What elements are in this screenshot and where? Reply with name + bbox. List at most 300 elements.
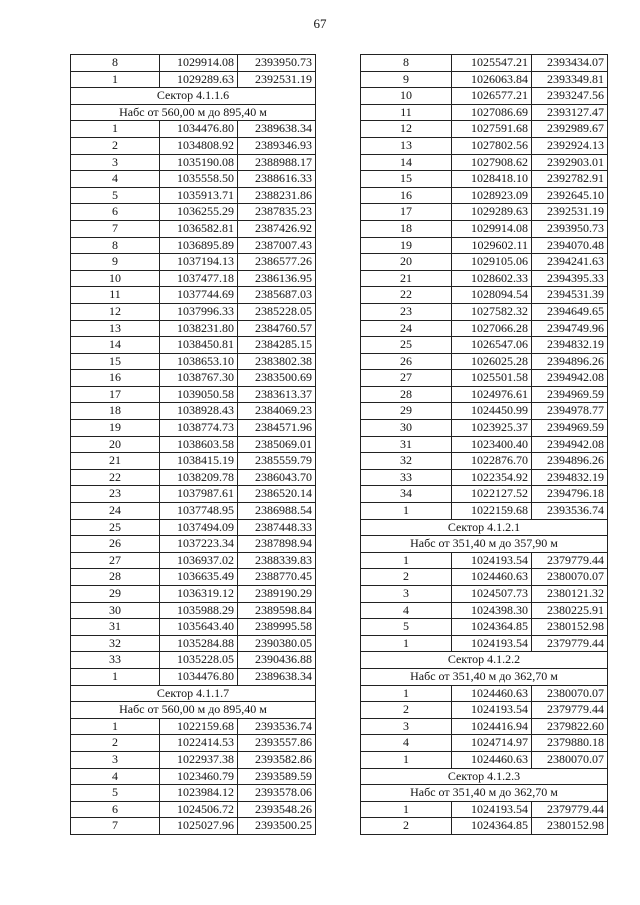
- y-coordinate-cell: 2380070.07: [532, 751, 608, 768]
- y-coordinate-cell: 2379779.44: [532, 635, 608, 652]
- y-coordinate-cell: 2387426.92: [238, 220, 316, 237]
- y-coordinate-cell: 2385559.79: [238, 453, 316, 470]
- x-coordinate-cell: 1022159.68: [160, 718, 238, 735]
- point-number-cell: 5: [71, 785, 160, 802]
- x-coordinate-cell: 1022127.52: [452, 486, 532, 503]
- table-row: [71, 602, 316, 619]
- point-number-cell: 1: [361, 552, 452, 569]
- table-row: [361, 237, 608, 254]
- table-row: [71, 735, 316, 752]
- x-coordinate-cell: 1038767.30: [160, 370, 238, 387]
- x-coordinate-cell: 1024364.85: [452, 619, 532, 636]
- x-coordinate-cell: 1023925.37: [452, 420, 532, 437]
- y-coordinate-cell: 2383500.69: [238, 370, 316, 387]
- y-coordinate-cell: 2392782.91: [532, 171, 608, 188]
- table-row: [71, 370, 316, 387]
- y-coordinate-cell: 2389638.34: [238, 668, 316, 685]
- table-row: [361, 685, 608, 702]
- x-coordinate-cell: 1035284.88: [160, 635, 238, 652]
- x-coordinate-cell: 1037744.69: [160, 287, 238, 304]
- x-coordinate-cell: 1038603.58: [160, 436, 238, 453]
- table-row: [71, 353, 316, 370]
- table-row: [361, 635, 608, 652]
- y-coordinate-cell: 2392645.10: [532, 187, 608, 204]
- point-number-cell: 28: [361, 386, 452, 403]
- table-row: [71, 403, 316, 420]
- x-coordinate-cell: 1027086.69: [452, 104, 532, 121]
- table-row: [361, 469, 608, 486]
- table-row: [361, 386, 608, 403]
- x-coordinate-cell: 1024976.61: [452, 386, 532, 403]
- point-number-cell: 12: [361, 121, 452, 138]
- x-coordinate-cell: 1027591.68: [452, 121, 532, 138]
- point-number-cell: 5: [71, 187, 160, 204]
- sector-height-range: Набс от 560,00 м до 895,40 м: [71, 104, 316, 121]
- x-coordinate-cell: 1026063.84: [452, 71, 532, 88]
- x-coordinate-cell: 1023400.40: [452, 436, 532, 453]
- table-row: [71, 386, 316, 403]
- point-number-cell: 2: [361, 818, 452, 835]
- y-coordinate-cell: 2393536.74: [532, 503, 608, 520]
- table-row: [361, 702, 608, 719]
- x-coordinate-cell: 1026547.06: [452, 337, 532, 354]
- x-coordinate-cell: 1038928.43: [160, 403, 238, 420]
- y-coordinate-cell: 2384571.96: [238, 420, 316, 437]
- x-coordinate-cell: 1038209.78: [160, 469, 238, 486]
- y-coordinate-cell: 2394942.08: [532, 436, 608, 453]
- point-number-cell: 25: [71, 519, 160, 536]
- y-coordinate-cell: 2394832.19: [532, 337, 608, 354]
- point-number-cell: 4: [361, 602, 452, 619]
- y-coordinate-cell: 2380070.07: [532, 685, 608, 702]
- y-coordinate-cell: 2393349.81: [532, 71, 608, 88]
- y-coordinate-cell: 2388231.86: [238, 187, 316, 204]
- table-row: [71, 121, 316, 138]
- table-row: [361, 552, 608, 569]
- y-coordinate-cell: 2387898.94: [238, 536, 316, 553]
- table-row: [361, 254, 608, 271]
- point-number-cell: 6: [71, 204, 160, 221]
- x-coordinate-cell: 1026577.21: [452, 88, 532, 105]
- x-coordinate-cell: 1036635.49: [160, 569, 238, 586]
- y-coordinate-cell: 2379779.44: [532, 702, 608, 719]
- y-coordinate-cell: 2388339.83: [238, 552, 316, 569]
- x-coordinate-cell: 1036895.89: [160, 237, 238, 254]
- table-row: [71, 818, 316, 835]
- point-number-cell: 3: [361, 586, 452, 603]
- point-number-cell: 1: [71, 718, 160, 735]
- table-row: [361, 121, 608, 138]
- table-row: [361, 602, 608, 619]
- sector-header-row: [361, 768, 608, 785]
- point-number-cell: 3: [361, 718, 452, 735]
- y-coordinate-cell: 2379880.18: [532, 735, 608, 752]
- y-coordinate-cell: 2393582.86: [238, 751, 316, 768]
- table-row: [71, 337, 316, 354]
- point-number-cell: 10: [361, 88, 452, 105]
- y-coordinate-cell: 2392531.19: [238, 71, 316, 88]
- y-coordinate-cell: 2394796.18: [532, 486, 608, 503]
- x-coordinate-cell: 1038415.19: [160, 453, 238, 470]
- y-coordinate-cell: 2392924.13: [532, 137, 608, 154]
- point-number-cell: 32: [361, 453, 452, 470]
- table-row: [361, 370, 608, 387]
- x-coordinate-cell: 1024460.63: [452, 569, 532, 586]
- x-coordinate-cell: 1027908.62: [452, 154, 532, 171]
- x-coordinate-cell: 1025547.21: [452, 55, 532, 72]
- point-number-cell: 31: [71, 619, 160, 636]
- point-number-cell: 33: [71, 652, 160, 669]
- point-number-cell: 2: [361, 569, 452, 586]
- point-number-cell: 33: [361, 469, 452, 486]
- y-coordinate-cell: 2384285.15: [238, 337, 316, 354]
- point-number-cell: 4: [71, 171, 160, 188]
- table-row: [71, 187, 316, 204]
- page-number: 67: [313, 16, 327, 31]
- table-row: [361, 171, 608, 188]
- y-coordinate-cell: 2394896.26: [532, 353, 608, 370]
- y-coordinate-cell: 2386043.70: [238, 469, 316, 486]
- table-row: [71, 552, 316, 569]
- point-number-cell: 9: [71, 254, 160, 271]
- point-number-cell: 26: [361, 353, 452, 370]
- y-coordinate-cell: 2394395.33: [532, 270, 608, 287]
- x-coordinate-cell: 1037223.34: [160, 536, 238, 553]
- y-coordinate-cell: 2385687.03: [238, 287, 316, 304]
- sector-header-row: [71, 104, 316, 121]
- x-coordinate-cell: 1038774.73: [160, 420, 238, 437]
- x-coordinate-cell: 1024193.54: [452, 635, 532, 652]
- y-coordinate-cell: 2393589.59: [238, 768, 316, 785]
- y-coordinate-cell: 2394942.08: [532, 370, 608, 387]
- point-number-cell: 15: [361, 171, 452, 188]
- table-body-right: [361, 55, 608, 835]
- point-number-cell: 16: [71, 370, 160, 387]
- table-row: [361, 503, 608, 520]
- table-row: [361, 287, 608, 304]
- x-coordinate-cell: 1037987.61: [160, 486, 238, 503]
- x-coordinate-cell: 1029914.08: [160, 55, 238, 72]
- point-number-cell: 18: [361, 220, 452, 237]
- point-number-cell: 8: [71, 55, 160, 72]
- sector-title: Сектор 4.1.1.6: [71, 88, 316, 105]
- sector-title: Сектор 4.1.2.2: [361, 652, 608, 669]
- sector-header-row: [71, 702, 316, 719]
- point-number-cell: 19: [71, 420, 160, 437]
- y-coordinate-cell: 2388770.45: [238, 569, 316, 586]
- y-coordinate-cell: 2394896.26: [532, 453, 608, 470]
- x-coordinate-cell: 1022876.70: [452, 453, 532, 470]
- sector-header-row: [361, 668, 608, 685]
- x-coordinate-cell: 1022159.68: [452, 503, 532, 520]
- sector-header-row: [361, 785, 608, 802]
- x-coordinate-cell: 1022354.92: [452, 469, 532, 486]
- point-number-cell: 31: [361, 436, 452, 453]
- x-coordinate-cell: 1029105.06: [452, 254, 532, 271]
- point-number-cell: 15: [71, 353, 160, 370]
- point-number-cell: 9: [361, 71, 452, 88]
- table-row: [361, 420, 608, 437]
- x-coordinate-cell: 1037477.18: [160, 270, 238, 287]
- sector-header-row: [361, 536, 608, 553]
- table-row: [71, 668, 316, 685]
- x-coordinate-cell: 1035913.71: [160, 187, 238, 204]
- y-coordinate-cell: 2392989.67: [532, 121, 608, 138]
- y-coordinate-cell: 2393500.25: [238, 818, 316, 835]
- table-row: [71, 503, 316, 520]
- point-number-cell: 10: [71, 270, 160, 287]
- y-coordinate-cell: 2386988.54: [238, 503, 316, 520]
- x-coordinate-cell: 1036319.12: [160, 586, 238, 603]
- x-coordinate-cell: 1035228.05: [160, 652, 238, 669]
- point-number-cell: 24: [71, 503, 160, 520]
- y-coordinate-cell: 2388988.17: [238, 154, 316, 171]
- y-coordinate-cell: 2380070.07: [532, 569, 608, 586]
- point-number-cell: 27: [361, 370, 452, 387]
- x-coordinate-cell: 1028094.54: [452, 287, 532, 304]
- point-number-cell: 30: [71, 602, 160, 619]
- point-number-cell: 29: [71, 586, 160, 603]
- y-coordinate-cell: 2384069.23: [238, 403, 316, 420]
- table-row: [361, 104, 608, 121]
- y-coordinate-cell: 2387448.33: [238, 519, 316, 536]
- point-number-cell: 3: [71, 751, 160, 768]
- x-coordinate-cell: 1026025.28: [452, 353, 532, 370]
- sector-title: Сектор 4.1.1.7: [71, 685, 316, 702]
- point-number-cell: 23: [71, 486, 160, 503]
- y-coordinate-cell: 2386520.14: [238, 486, 316, 503]
- x-coordinate-cell: 1038231.80: [160, 320, 238, 337]
- y-coordinate-cell: 2388616.33: [238, 171, 316, 188]
- y-coordinate-cell: 2394531.39: [532, 287, 608, 304]
- y-coordinate-cell: 2393578.06: [238, 785, 316, 802]
- x-coordinate-cell: 1024714.97: [452, 735, 532, 752]
- x-coordinate-cell: 1037748.95: [160, 503, 238, 520]
- y-coordinate-cell: 2385228.05: [238, 303, 316, 320]
- x-coordinate-cell: 1022937.38: [160, 751, 238, 768]
- x-coordinate-cell: 1029289.63: [160, 71, 238, 88]
- table-row: [71, 137, 316, 154]
- table-row: [361, 270, 608, 287]
- x-coordinate-cell: 1034476.80: [160, 121, 238, 138]
- point-number-cell: 1: [361, 801, 452, 818]
- table-row: [71, 171, 316, 188]
- point-number-cell: 1: [361, 751, 452, 768]
- point-number-cell: 14: [361, 154, 452, 171]
- y-coordinate-cell: 2380121.32: [532, 586, 608, 603]
- x-coordinate-cell: 1029602.11: [452, 237, 532, 254]
- table-row: [71, 220, 316, 237]
- point-number-cell: 4: [361, 735, 452, 752]
- point-number-cell: 28: [71, 569, 160, 586]
- table-row: [71, 204, 316, 221]
- table-row: [361, 818, 608, 835]
- x-coordinate-cell: 1038450.81: [160, 337, 238, 354]
- table-row: [71, 237, 316, 254]
- y-coordinate-cell: 2390436.88: [238, 652, 316, 669]
- x-coordinate-cell: 1024364.85: [452, 818, 532, 835]
- y-coordinate-cell: 2380152.98: [532, 818, 608, 835]
- table-row: [361, 619, 608, 636]
- table-row: [71, 519, 316, 536]
- table-row: [361, 337, 608, 354]
- table-row: [361, 204, 608, 221]
- x-coordinate-cell: 1034808.92: [160, 137, 238, 154]
- point-number-cell: 7: [71, 818, 160, 835]
- table-row: [361, 353, 608, 370]
- x-coordinate-cell: 1027802.56: [452, 137, 532, 154]
- x-coordinate-cell: 1035643.40: [160, 619, 238, 636]
- y-coordinate-cell: 2394969.59: [532, 386, 608, 403]
- x-coordinate-cell: 1037494.09: [160, 519, 238, 536]
- point-number-cell: 22: [71, 469, 160, 486]
- x-coordinate-cell: 1023984.12: [160, 785, 238, 802]
- y-coordinate-cell: 2394749.96: [532, 320, 608, 337]
- table-row: [361, 453, 608, 470]
- y-coordinate-cell: 2386136.95: [238, 270, 316, 287]
- point-number-cell: 1: [361, 635, 452, 652]
- y-coordinate-cell: 2379779.44: [532, 801, 608, 818]
- y-coordinate-cell: 2392531.19: [532, 204, 608, 221]
- point-number-cell: 7: [71, 220, 160, 237]
- x-coordinate-cell: 1027066.28: [452, 320, 532, 337]
- point-number-cell: 21: [71, 453, 160, 470]
- table-row: [361, 154, 608, 171]
- table-row: [71, 635, 316, 652]
- table-row: [71, 569, 316, 586]
- table-row: [71, 619, 316, 636]
- point-number-cell: 13: [71, 320, 160, 337]
- x-coordinate-cell: 1028923.09: [452, 187, 532, 204]
- table-row: [361, 569, 608, 586]
- table-row: [71, 801, 316, 818]
- point-number-cell: 1: [361, 685, 452, 702]
- point-number-cell: 2: [361, 702, 452, 719]
- y-coordinate-cell: 2392903.01: [532, 154, 608, 171]
- table-row: [361, 801, 608, 818]
- point-number-cell: 12: [71, 303, 160, 320]
- table-row: [361, 403, 608, 420]
- table-row: [361, 436, 608, 453]
- x-coordinate-cell: 1036582.81: [160, 220, 238, 237]
- y-coordinate-cell: 2379822.60: [532, 718, 608, 735]
- y-coordinate-cell: 2393950.73: [238, 55, 316, 72]
- y-coordinate-cell: 2380225.91: [532, 602, 608, 619]
- point-number-cell: 2: [71, 137, 160, 154]
- sector-title: Сектор 4.1.2.3: [361, 768, 608, 785]
- x-coordinate-cell: 1034476.80: [160, 668, 238, 685]
- table-row: [361, 586, 608, 603]
- table-row: [71, 453, 316, 470]
- point-number-cell: 18: [71, 403, 160, 420]
- sector-header-row: [71, 685, 316, 702]
- point-number-cell: 21: [361, 270, 452, 287]
- y-coordinate-cell: 2393548.26: [238, 801, 316, 818]
- table-row: [71, 320, 316, 337]
- x-coordinate-cell: 1024398.30: [452, 602, 532, 619]
- y-coordinate-cell: 2389346.93: [238, 137, 316, 154]
- coordinates-table-right: [360, 54, 608, 835]
- table-row: [71, 536, 316, 553]
- x-coordinate-cell: 1024460.63: [452, 751, 532, 768]
- x-coordinate-cell: 1024416.94: [452, 718, 532, 735]
- x-coordinate-cell: 1028418.10: [452, 171, 532, 188]
- x-coordinate-cell: 1035988.29: [160, 602, 238, 619]
- table-row: [71, 751, 316, 768]
- point-number-cell: 2: [71, 735, 160, 752]
- y-coordinate-cell: 2379779.44: [532, 552, 608, 569]
- table-row: [361, 735, 608, 752]
- table-row: [71, 270, 316, 287]
- x-coordinate-cell: 1038653.10: [160, 353, 238, 370]
- y-coordinate-cell: 2386577.26: [238, 254, 316, 271]
- y-coordinate-cell: 2394241.63: [532, 254, 608, 271]
- table-row: [361, 220, 608, 237]
- table-row: [361, 71, 608, 88]
- x-coordinate-cell: 1029289.63: [452, 204, 532, 221]
- y-coordinate-cell: 2393247.56: [532, 88, 608, 105]
- table-row: [361, 718, 608, 735]
- coordinates-table-left: [70, 54, 316, 835]
- sector-height-range: Набс от 351,40 м до 362,70 м: [361, 785, 608, 802]
- point-number-cell: 17: [361, 204, 452, 221]
- y-coordinate-cell: 2383613.37: [238, 386, 316, 403]
- table-row: [71, 287, 316, 304]
- point-number-cell: 1: [71, 71, 160, 88]
- y-coordinate-cell: 2393950.73: [532, 220, 608, 237]
- x-coordinate-cell: 1028602.33: [452, 270, 532, 287]
- point-number-cell: 25: [361, 337, 452, 354]
- x-coordinate-cell: 1025501.58: [452, 370, 532, 387]
- y-coordinate-cell: 2393536.74: [238, 718, 316, 735]
- sector-header-row: [361, 519, 608, 536]
- y-coordinate-cell: 2394832.19: [532, 469, 608, 486]
- table-row: [71, 303, 316, 320]
- point-number-cell: 11: [361, 104, 452, 121]
- y-coordinate-cell: 2389190.29: [238, 586, 316, 603]
- y-coordinate-cell: 2390380.05: [238, 635, 316, 652]
- point-number-cell: 32: [71, 635, 160, 652]
- table-row: [71, 785, 316, 802]
- y-coordinate-cell: 2394969.59: [532, 420, 608, 437]
- point-number-cell: 20: [71, 436, 160, 453]
- table-row: [71, 71, 316, 88]
- y-coordinate-cell: 2389638.34: [238, 121, 316, 138]
- point-number-cell: 23: [361, 303, 452, 320]
- table-row: [71, 254, 316, 271]
- x-coordinate-cell: 1024193.54: [452, 552, 532, 569]
- y-coordinate-cell: 2393127.47: [532, 104, 608, 121]
- x-coordinate-cell: 1022414.53: [160, 735, 238, 752]
- table-row: [361, 751, 608, 768]
- y-coordinate-cell: 2394070.48: [532, 237, 608, 254]
- y-coordinate-cell: 2384760.57: [238, 320, 316, 337]
- point-number-cell: 5: [361, 619, 452, 636]
- point-number-cell: 11: [71, 287, 160, 304]
- point-number-cell: 13: [361, 137, 452, 154]
- point-number-cell: 16: [361, 187, 452, 204]
- point-number-cell: 6: [71, 801, 160, 818]
- table-row: [361, 187, 608, 204]
- sector-title: Сектор 4.1.2.1: [361, 519, 608, 536]
- table-row: [361, 137, 608, 154]
- table-row: [71, 436, 316, 453]
- y-coordinate-cell: 2394978.77: [532, 403, 608, 420]
- table-body-left: [71, 55, 316, 835]
- point-number-cell: 27: [71, 552, 160, 569]
- x-coordinate-cell: 1023460.79: [160, 768, 238, 785]
- x-coordinate-cell: 1024506.72: [160, 801, 238, 818]
